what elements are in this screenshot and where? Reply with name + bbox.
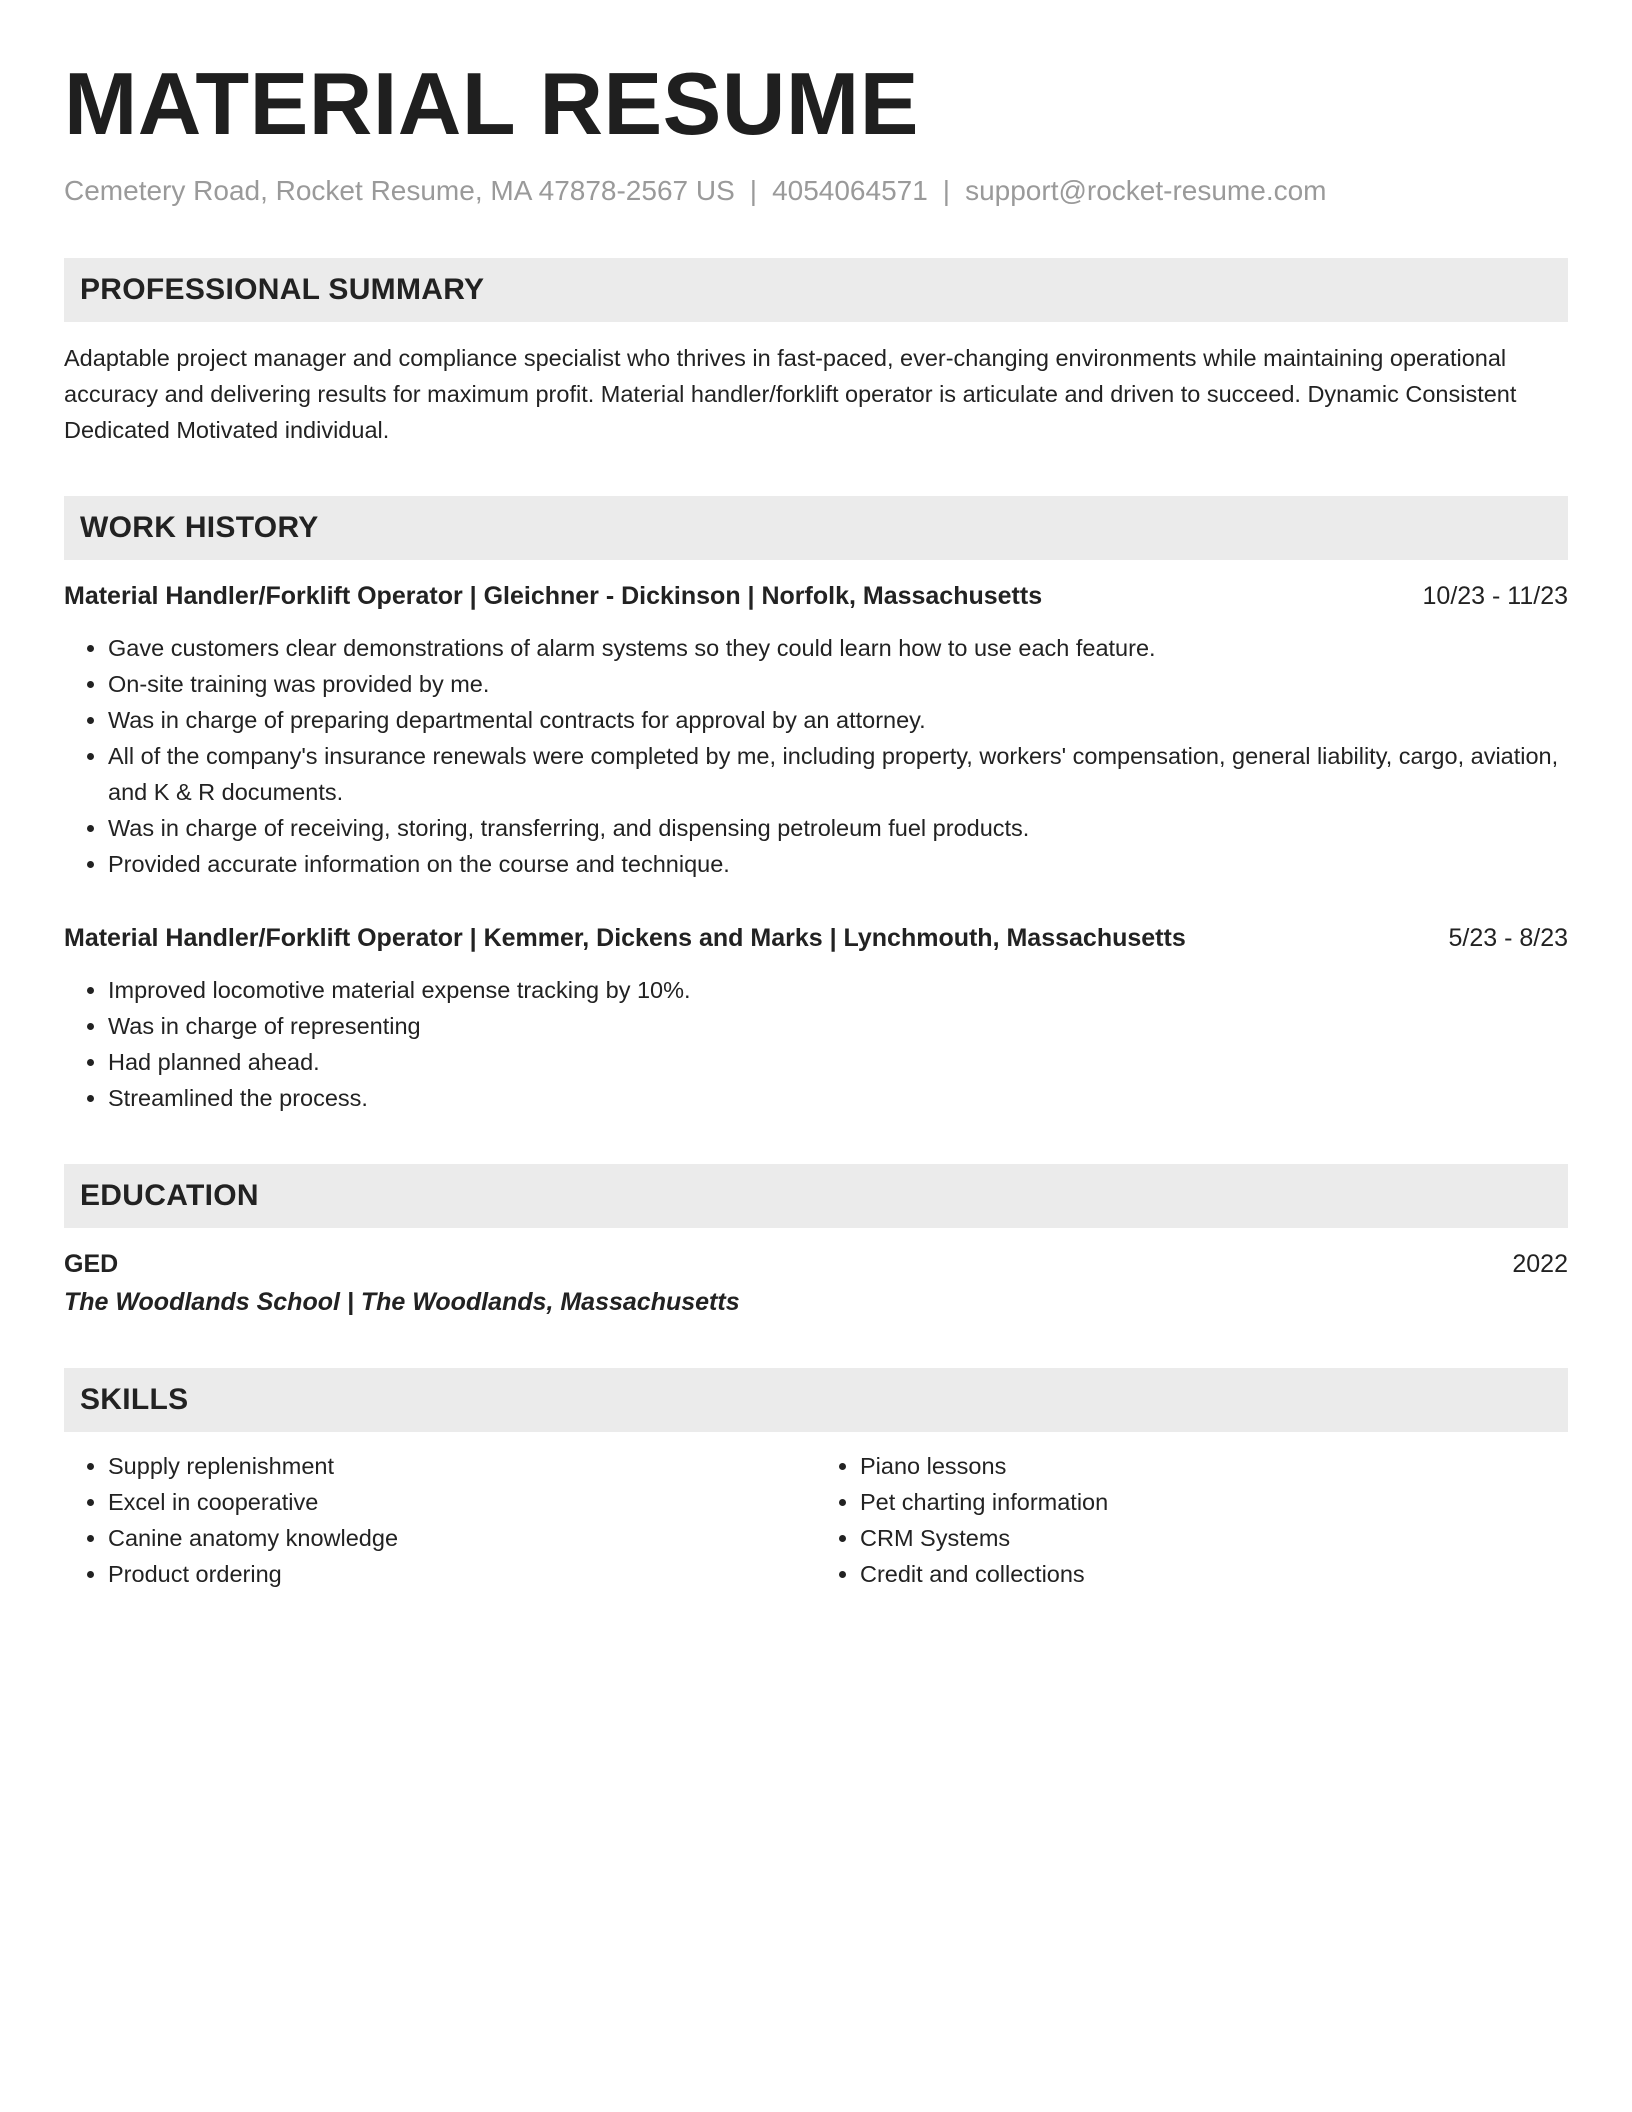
skill-item: • Excel in cooperative [108,1484,816,1520]
job-dates: 5/23 - 8/23 [1448,924,1568,952]
skill-item: • Credit and collections [860,1556,1568,1592]
education-degree: GED [64,1250,119,1278]
job-bullet: • On-site training was provided by me. [108,666,1568,702]
section-header-summary: PROFESSIONAL SUMMARY [64,258,1568,322]
job-bullet: • Provided accurate information on the course and technique. [108,846,1568,882]
education-year: 2022 [1512,1250,1568,1278]
job-title: Material Handler/Forklift Operator | Kemmer, Dickens and Marks | Lynchmouth, Massachusetts [64,924,1186,952]
section-header-education: EDUCATION [64,1164,1568,1228]
job-header [64,578,1568,614]
job-header [64,920,1568,956]
section-header-skills: SKILLS [64,1368,1568,1432]
job-bullets [64,972,1568,1116]
contact-separator: | [749,175,758,206]
job-entry [64,578,1568,882]
summary-text: Adaptable project manager and compliance specialist who thrives in fast-paced, ever-changing environments while maintaining operational accuracy and delivering results for maximum profit. Material handler/forklift operator is articulate and driven to succeed. Dynamic Consistent Dedicated Motivated individual. [64,345,1517,443]
education-school: The Woodlands School | The Woodlands, Massachusetts [64,1288,740,1316]
skill-item: • Piano lessons [860,1448,1568,1484]
skills-columns [64,1448,1568,1592]
section-header-work-history: WORK HISTORY [64,496,1568,560]
contact-phone: 4054064571 [772,175,928,206]
job-dates: 10/23 - 11/23 [1422,582,1568,610]
skill-item: • Supply replenishment [108,1448,816,1484]
education-entry [64,1246,1568,1320]
resume-name: MATERIAL RESUME [64,54,919,153]
job-title: Material Handler/Forklift Operator | Gleichner - Dickinson | Norfolk, Massachusetts [64,582,1043,610]
education-header [64,1246,1568,1282]
job-bullet: • Had planned ahead. [108,1044,1568,1080]
skills-list-right [816,1448,1568,1592]
job-entry [64,920,1568,1116]
job-bullet: • Improved locomotive material expense tracking by 10%. [108,972,1568,1008]
job-bullet: • Was in charge of representing [108,1008,1568,1044]
skills-list-left [64,1448,816,1592]
skill-item: • Pet charting information [860,1484,1568,1520]
contact-separator: | [942,175,951,206]
job-bullet: • All of the company's insurance renewals were completed by me, including property, workers' compensation, general liability, cargo, aviation, and K & R documents. [108,738,1568,810]
skill-item: • Canine anatomy knowledge [108,1520,816,1556]
contact-email: support@rocket-resume.com [965,175,1327,206]
job-bullet: • Was in charge of receiving, storing, transferring, and dispensing petroleum fuel products. [108,810,1568,846]
contact-address: Cemetery Road, Rocket Resume, MA 47878-2567 US [64,175,735,206]
skill-item: • Product ordering [108,1556,816,1592]
job-bullet: • Gave customers clear demonstrations of alarm systems so they could learn how to use each feature. [108,630,1568,666]
skill-item: • CRM Systems [860,1520,1568,1556]
job-bullets [64,630,1568,882]
job-bullet: • Was in charge of preparing departmental contracts for approval by an attorney. [108,702,1568,738]
contact-line [64,174,1568,208]
job-bullet: • Streamlined the process. [108,1080,1568,1116]
